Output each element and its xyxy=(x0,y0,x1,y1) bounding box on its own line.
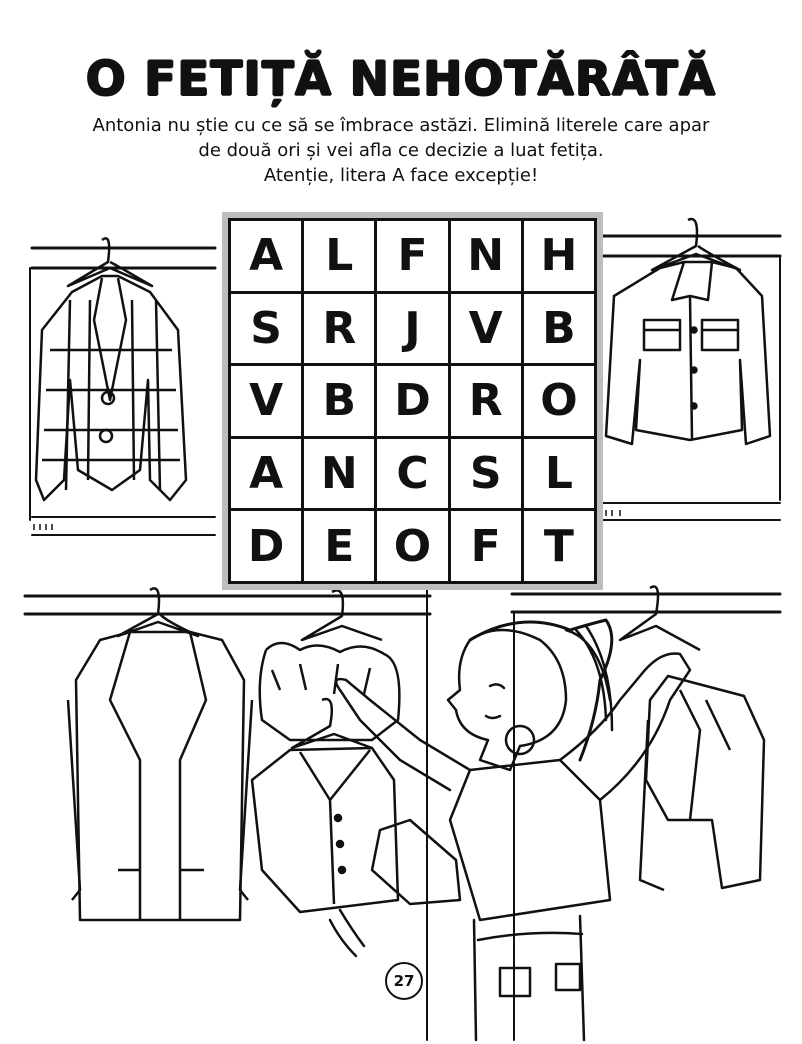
grid-cell[interactable]: O xyxy=(377,511,447,581)
grid-cell[interactable]: S xyxy=(451,439,521,509)
grid-cell[interactable]: A xyxy=(231,439,301,509)
grid-cell[interactable]: L xyxy=(524,439,594,509)
grid-cell[interactable]: S xyxy=(231,294,301,364)
instruction-line: de două ori și vei afla ce decizie a luat fetița. xyxy=(198,140,604,161)
page-number-badge xyxy=(385,962,423,1000)
plaid-jacket-icon xyxy=(36,238,186,500)
blazer-icon xyxy=(68,588,252,920)
cardigan-icon xyxy=(252,699,398,912)
grid-cell[interactable]: R xyxy=(304,294,374,364)
grid-cell[interactable]: V xyxy=(231,366,301,436)
grid-cell[interactable]: V xyxy=(451,294,521,364)
instructions xyxy=(40,113,762,188)
grid-cell[interactable]: R xyxy=(451,366,521,436)
denim-jacket-icon xyxy=(606,219,770,444)
grid-cell[interactable]: N xyxy=(304,439,374,509)
grid-cell[interactable]: J xyxy=(377,294,447,364)
grid-cell[interactable]: H xyxy=(524,221,594,291)
page-title: O FETIȚĂ NEHOTĂRÂTĂ xyxy=(85,52,717,107)
grid-cell[interactable]: T xyxy=(524,511,594,581)
grid-cell[interactable]: B xyxy=(304,366,374,436)
grid-cell[interactable]: O xyxy=(524,366,594,436)
page-number: 27 xyxy=(393,972,415,990)
rail-top-left xyxy=(32,248,215,535)
leather-jacket-icon xyxy=(620,586,764,890)
rail-bottom-left xyxy=(25,596,430,614)
grid-cell[interactable]: C xyxy=(377,439,447,509)
grid-cell[interactable]: D xyxy=(377,366,447,436)
grid-cell[interactable]: B xyxy=(524,294,594,364)
grid-cell[interactable]: F xyxy=(451,511,521,581)
grid-cell[interactable]: N xyxy=(451,221,521,291)
grid-cell[interactable]: E xyxy=(304,511,374,581)
instruction-line: Atenție, litera A face excepție! xyxy=(263,165,539,186)
grid-cell[interactable]: F xyxy=(377,221,447,291)
grid-cell[interactable]: D xyxy=(231,511,301,581)
rail-bottom-right xyxy=(512,594,780,612)
letter-grid xyxy=(228,218,597,584)
girl-illustration xyxy=(330,620,690,1040)
grid-cell[interactable]: A xyxy=(231,221,301,291)
instruction-line: Antonia nu știe cu ce să se îmbrace astăzi. Elimină literele care apar xyxy=(92,115,710,136)
grid-cell[interactable]: L xyxy=(304,221,374,291)
